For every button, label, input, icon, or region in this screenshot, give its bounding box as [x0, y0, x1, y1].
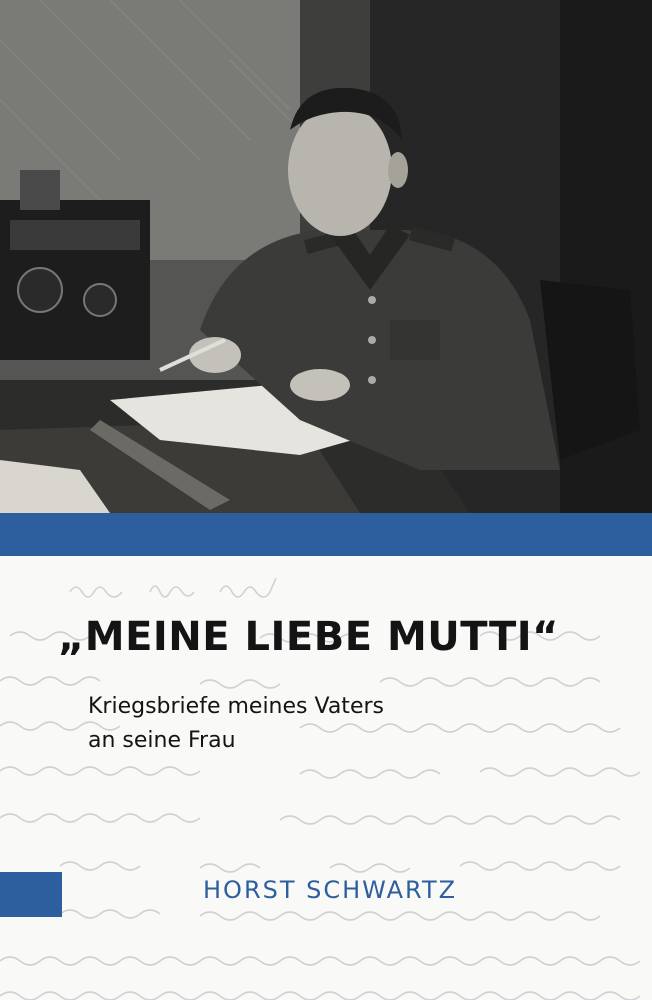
book-title: „MEINE LIEBE MUTTI“ — [58, 614, 559, 660]
book-author: HORST SCHWARTZ — [203, 876, 458, 904]
author-accent-square — [0, 872, 62, 917]
blue-band — [0, 513, 652, 556]
subtitle-line-1: Kriegsbriefe meines Vaters — [88, 694, 384, 719]
book-subtitle — [88, 690, 548, 758]
subtitle-line-2: an seine Frau — [88, 728, 236, 753]
